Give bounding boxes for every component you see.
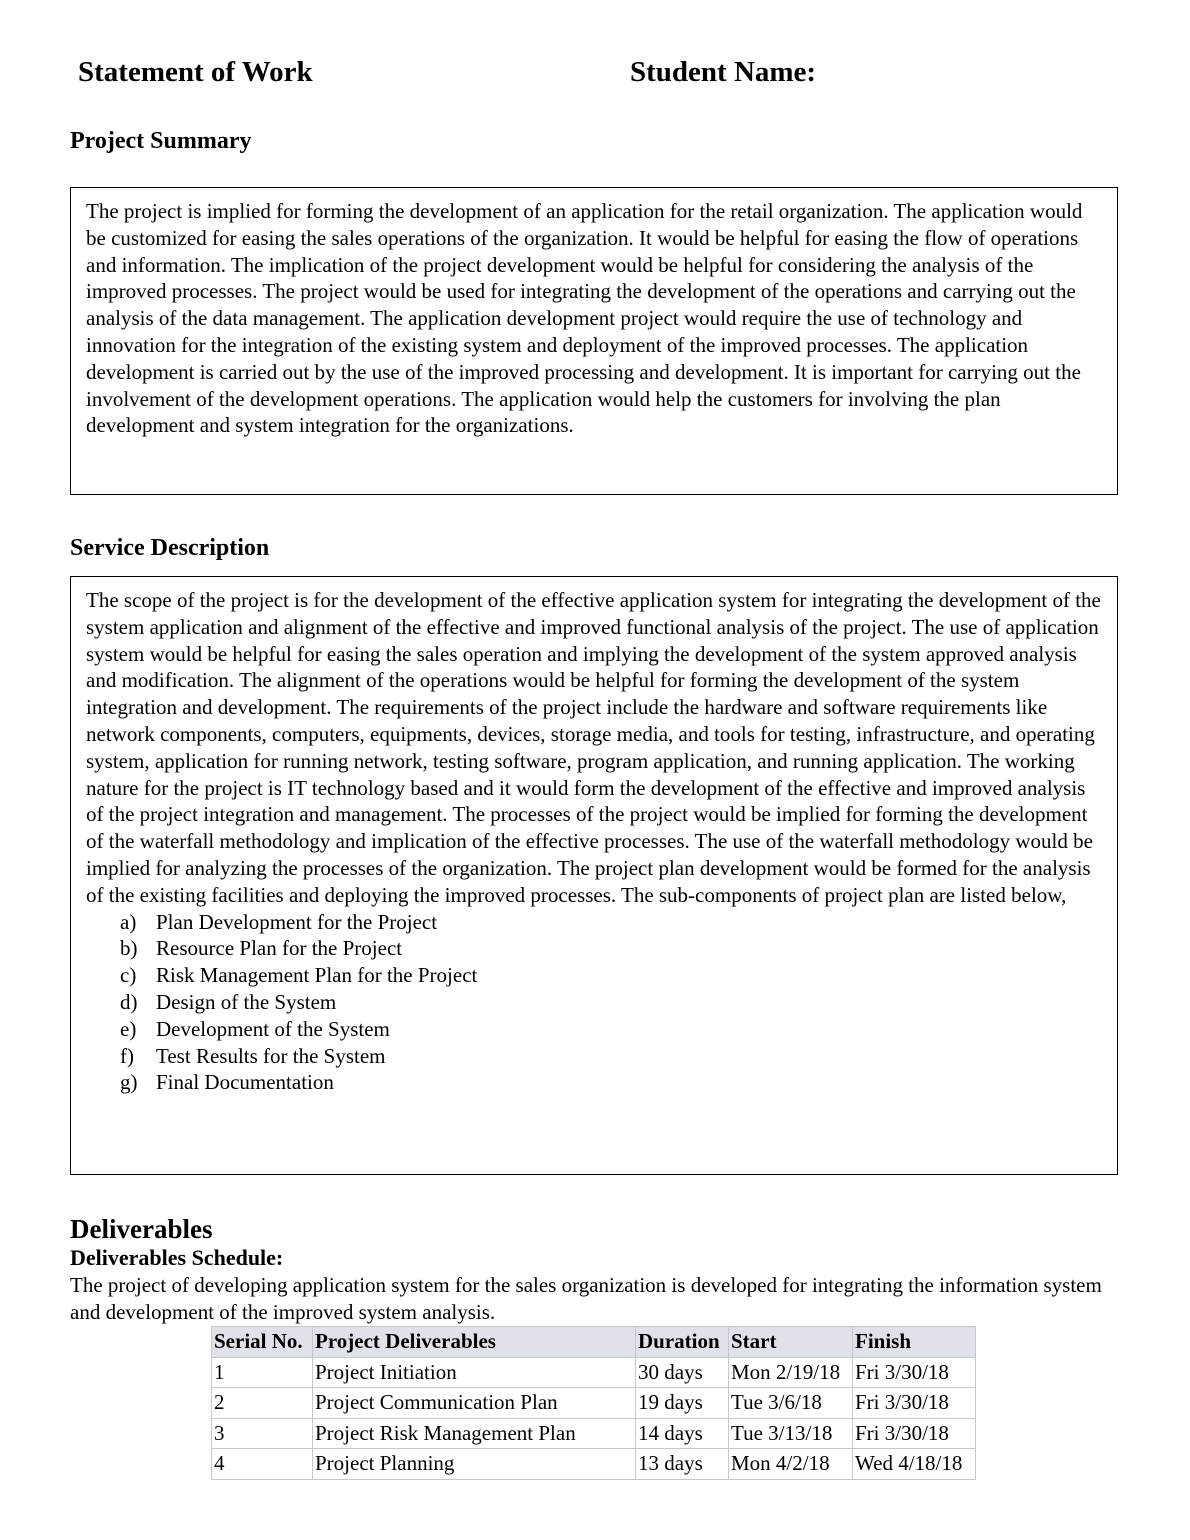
deliverables-subheading: Deliverables Schedule: xyxy=(70,1245,284,1270)
table-cell: 19 days xyxy=(636,1388,729,1419)
table-cell: 14 days xyxy=(636,1418,729,1449)
table-cell: Tue 3/13/18 xyxy=(729,1418,853,1449)
table-cell: Mon 2/19/18 xyxy=(729,1357,853,1388)
project-summary-text: The project is implied for forming the development of an application for the retail organization. The application would be customized for easing the sales operations of the organization. It would be helpful for easing the flow of operations and information. The implication of the project development would be helpful for considering the analysis of the improved processes. The project would be used for integrating the development of the operations and carrying out the analysis of the data management. The application development project would require the use of technology and innovation for the integration of the existing system and deployment of the improved processes. The application development is carried out by the use of the improved processing and development. It is important for carrying out the involvement of the development operations. The application would help the customers for involving the plan development and system integration for the organizations. xyxy=(86,199,1083,438)
column-header: Start xyxy=(729,1327,853,1358)
table-cell: 30 days xyxy=(636,1357,729,1388)
list-item: d) Design of the System xyxy=(120,989,337,1014)
list-item: g) Final Documentation xyxy=(120,1070,334,1095)
table-cell: Wed 4/18/18 xyxy=(853,1449,976,1480)
table-row xyxy=(212,1388,976,1419)
table-cell: Project Risk Management Plan xyxy=(313,1418,636,1449)
table-cell: 3 xyxy=(212,1418,313,1449)
document-title: Statement of Work xyxy=(78,56,313,88)
table-cell: Fri 3/30/18 xyxy=(853,1388,976,1419)
table-cell: Tue 3/6/18 xyxy=(729,1388,853,1419)
service-description-box xyxy=(70,576,1118,1175)
table-cell: Project Communication Plan xyxy=(313,1388,636,1419)
column-header: Serial No. xyxy=(212,1327,313,1358)
table-row xyxy=(212,1418,976,1449)
project-summary-box xyxy=(70,187,1118,495)
table-cell: 2 xyxy=(212,1388,313,1419)
service-description-text: The scope of the project is for the development of the effective application system for integrating the development of the system application and alignment of the effective and improved functional analysis of the project. The use of application system would be helpful for easing the sales operation and implying the development of the system approved analysis and modification. The alignment of the operations would be helpful for forming the development of the system integration and development. The requirements of the project include the hardware and software requirements like network components, computers, equipments, devices, storage media, and tools for testing, infrastructure, and operating system, application for running network, testing software, program application, and running application. The working nature for the project is IT technology based and it would form the development of the effective and improved analysis of the project integration and management. The processes of the project would be implied for forming the development of the waterfall methodology and implication of the effective processes. The use of the waterfall methodology would be implied for analyzing the processes of the organization. The project plan development would be formed for the analysis of the existing facilities and deploying the improved processes. The sub-components of project plan are listed below, xyxy=(86,588,1101,907)
table-cell: Fri 3/30/18 xyxy=(853,1418,976,1449)
list-item: e) Development of the System xyxy=(120,1016,390,1041)
table-cell: 13 days xyxy=(636,1449,729,1480)
project-summary-heading: Project Summary xyxy=(70,128,252,154)
table-cell: Mon 4/2/18 xyxy=(729,1449,853,1480)
table-cell: 1 xyxy=(212,1357,313,1388)
deliverables-table xyxy=(211,1326,976,1480)
table-row xyxy=(212,1357,976,1388)
service-description-heading: Service Description xyxy=(70,535,270,561)
column-header: Finish xyxy=(853,1327,976,1358)
deliverables-intro: The project of developing application system for the sales organization is developed for integrating the information system and development of the improved system analysis. xyxy=(70,1273,1102,1324)
table-cell: 4 xyxy=(212,1449,313,1480)
list-item: a) Plan Development for the Project xyxy=(120,909,438,934)
column-header: Duration xyxy=(636,1327,729,1358)
table-cell: Project Initiation xyxy=(313,1357,636,1388)
column-header: Project Deliverables xyxy=(313,1327,636,1358)
table-row xyxy=(212,1449,976,1480)
sub-components-list xyxy=(86,909,1102,1097)
table-header-row xyxy=(212,1327,976,1358)
list-item: b) Resource Plan for the Project xyxy=(120,936,403,961)
table-cell: Project Planning xyxy=(313,1449,636,1480)
student-name-label: Student Name: xyxy=(630,56,817,88)
list-item: f) Test Results for the System xyxy=(120,1043,386,1068)
table-cell: Fri 3/30/18 xyxy=(853,1357,976,1388)
list-item: c) Risk Management Plan for the Project xyxy=(120,963,478,988)
deliverables-heading: Deliverables xyxy=(70,1214,213,1244)
